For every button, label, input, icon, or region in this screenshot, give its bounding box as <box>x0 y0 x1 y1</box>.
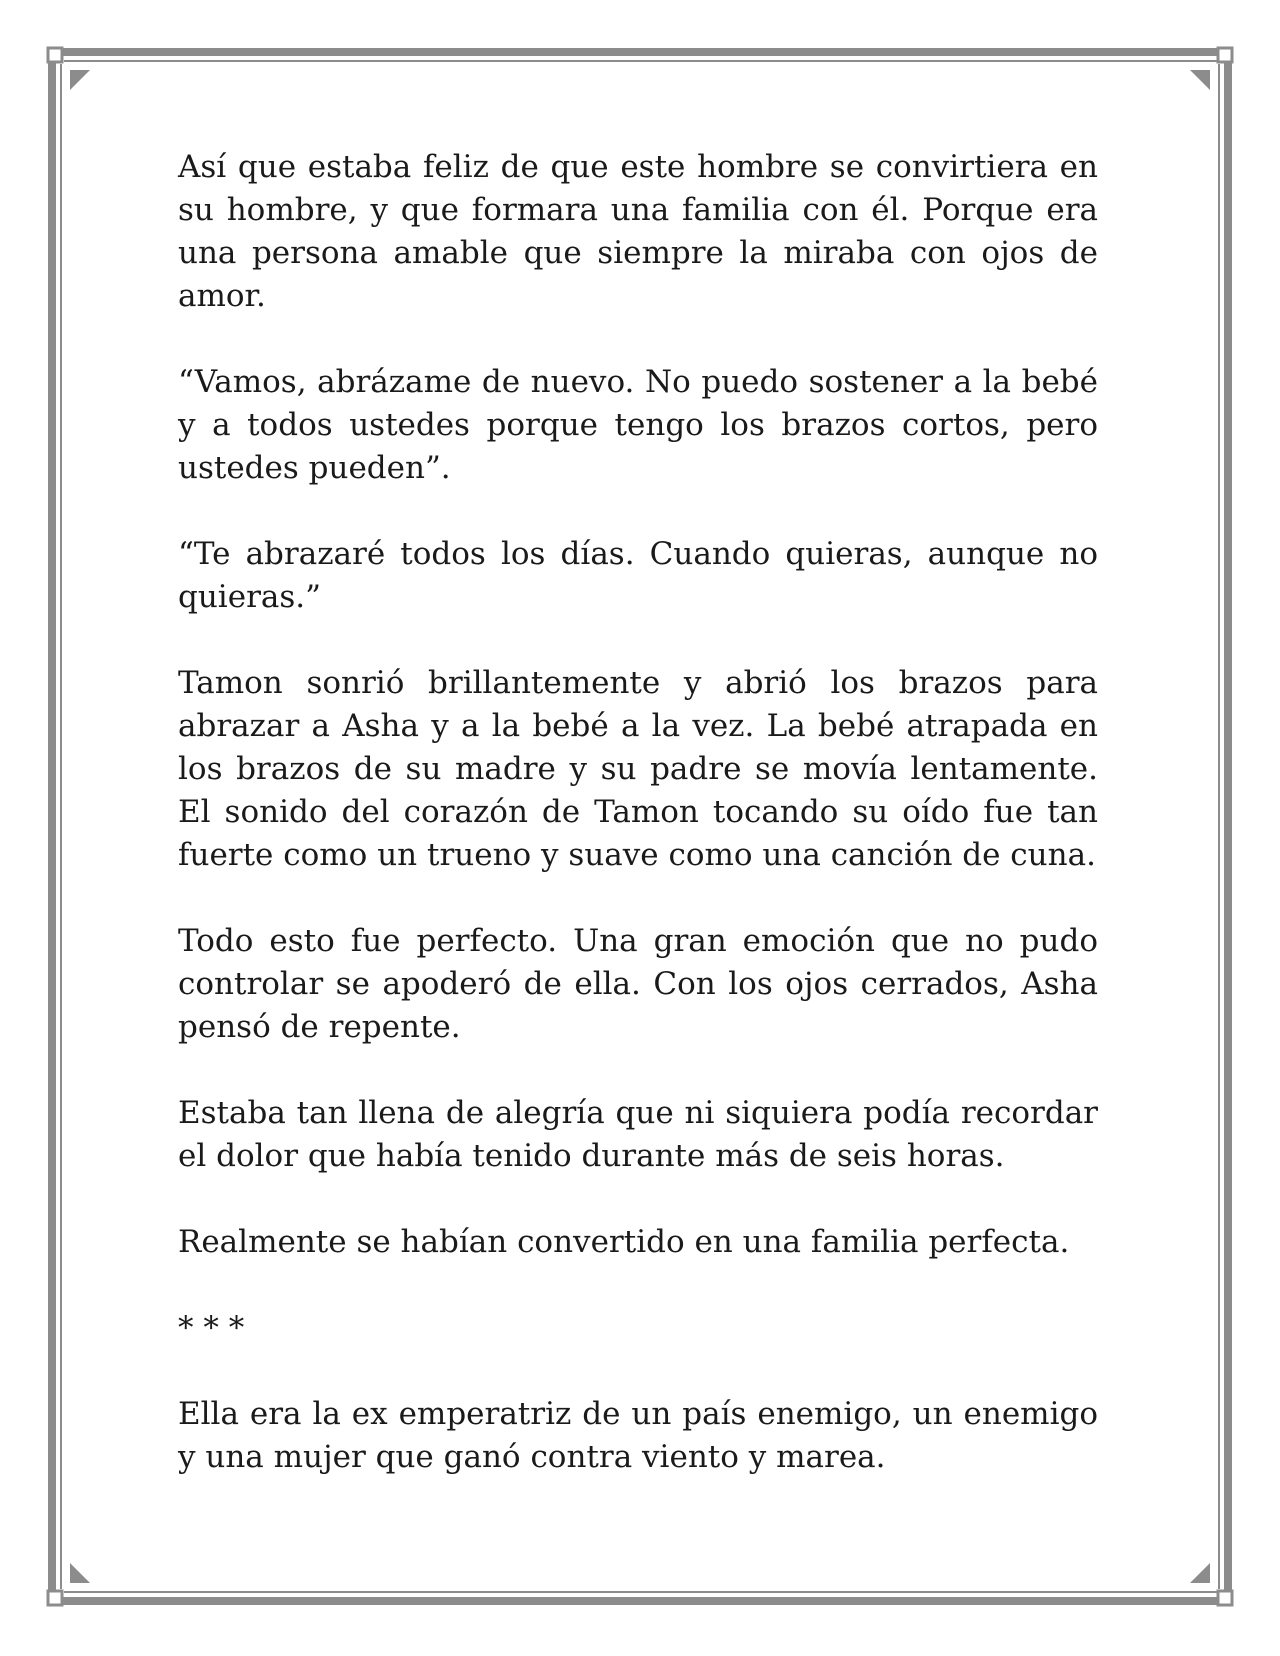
document-body <box>178 146 1098 1522</box>
paragraph-1: Así que estaba feliz de que este hombre se convirtiera en su hombre, y que formara una familia con él. Porque era una persona amable que siempre la miraba con ojos de amor. <box>178 149 1098 314</box>
paragraph-7: Realmente se habían convertido en una familia perfecta. <box>178 1224 1070 1260</box>
paragraph-3: “Te abrazaré todos los días. Cuando quieras, aunque no quieras.” <box>178 536 1098 615</box>
paragraph-4: Tamon sonrió brillantemente y abrió los brazos para abrazar a Asha y a la bebé a la vez. La bebé atrapada en los brazos de su madre y su padre se movía lentamente. El sonido del corazón de Tamon tocando su oído fue tan fuerte como un trueno y suave como una canción de cuna. <box>178 665 1098 873</box>
paragraph-6: Estaba tan llena de alegría que ni siquiera podía recordar el dolor que había tenido durante más de seis horas. <box>178 1095 1098 1174</box>
paragraph-2: “Vamos, abrázame de nuevo. No puedo sostener a la bebé y a todos ustedes porque tengo los brazos cortos, pero ustedes pueden”. <box>178 364 1098 486</box>
scene-break: * * * <box>178 1310 245 1346</box>
paragraph-5: Todo esto fue perfecto. Una gran emoción que no pudo controlar se apoderó de ella. Con los ojos cerrados, Asha pensó de repente. <box>178 923 1098 1045</box>
paragraph-8: Ella era la ex emperatriz de un país enemigo, un enemigo y una mujer que ganó contra viento y marea. <box>178 1396 1098 1475</box>
